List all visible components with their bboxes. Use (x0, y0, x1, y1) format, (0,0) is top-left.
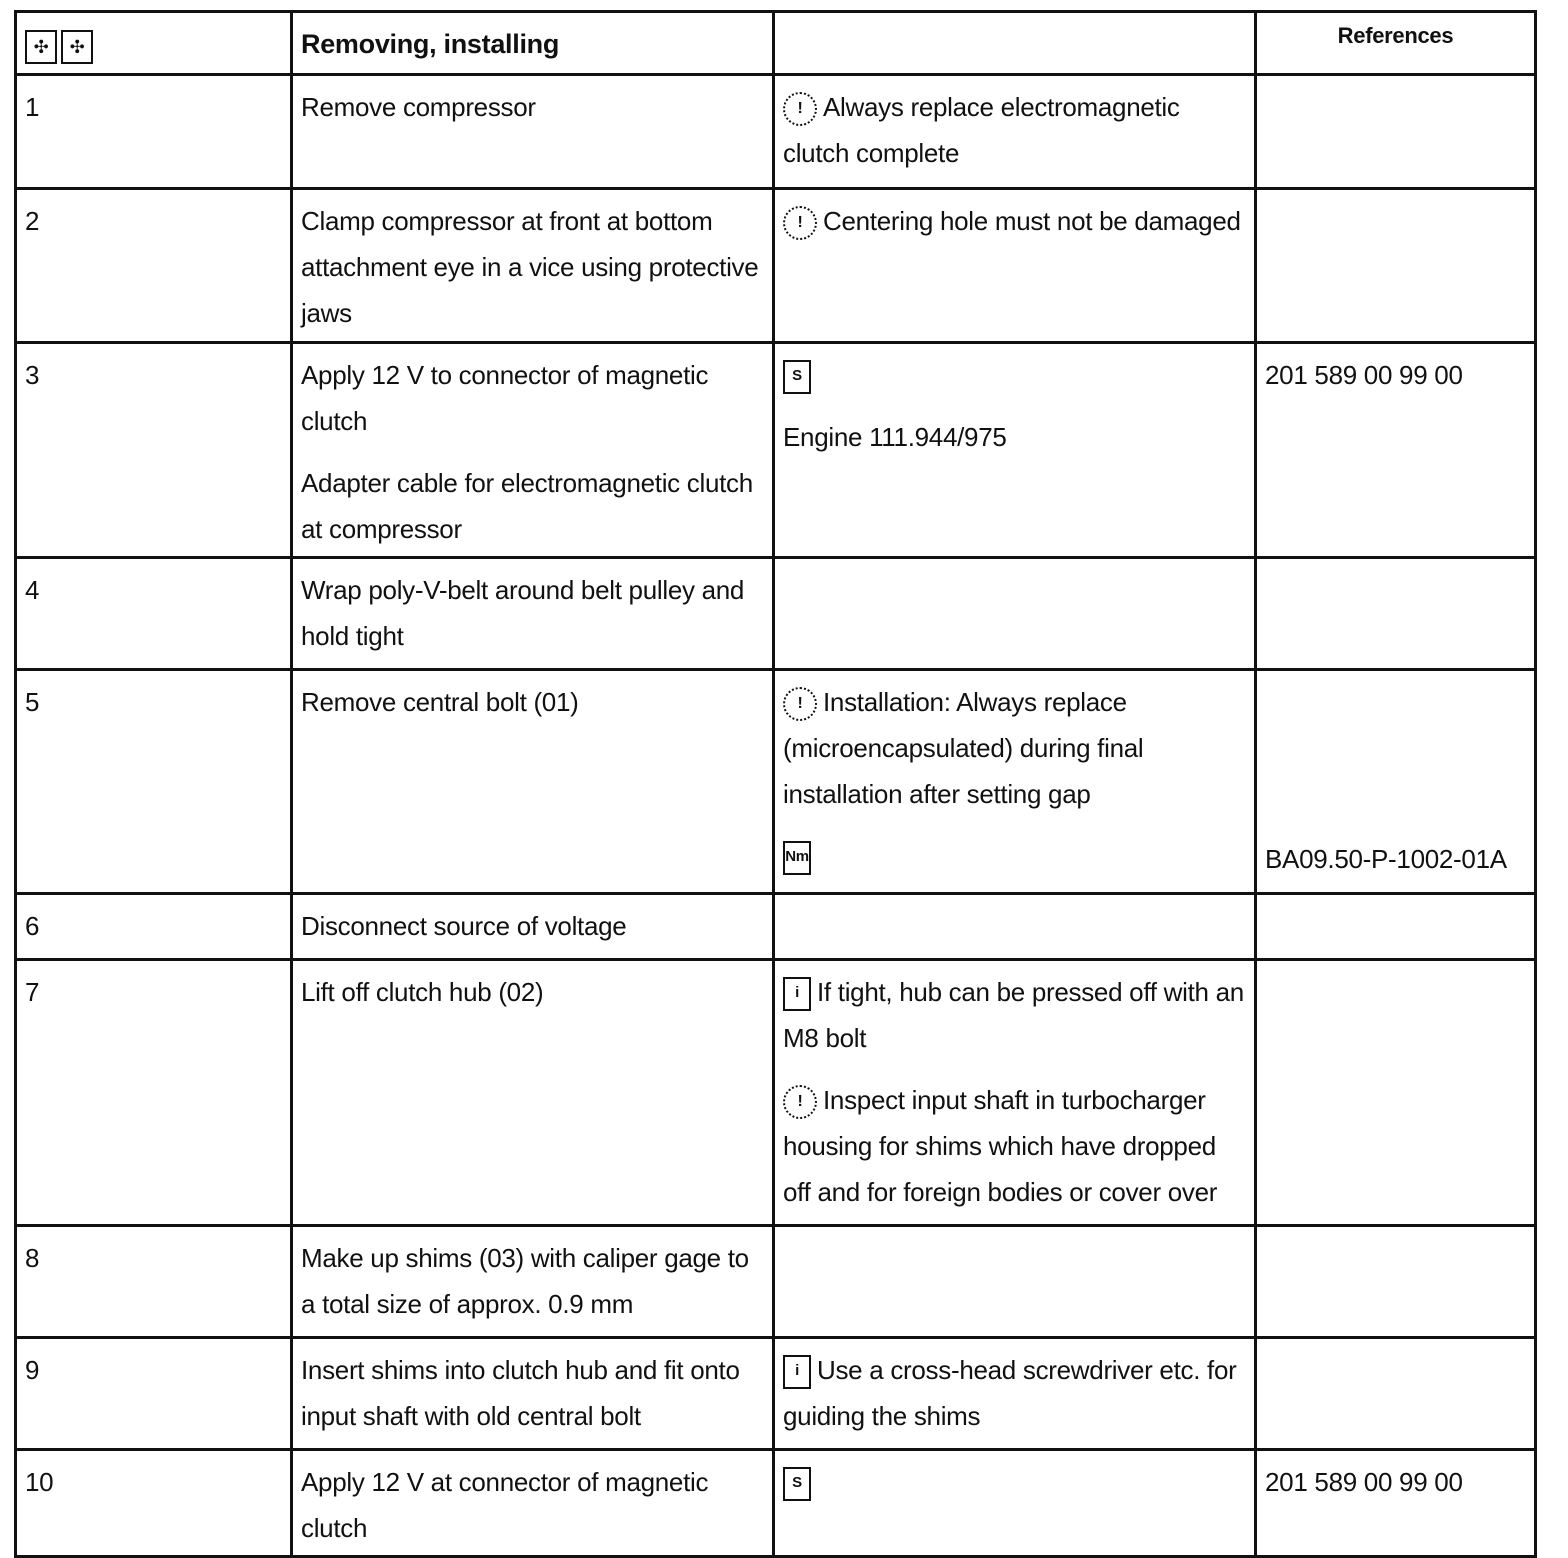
header-references: References (1256, 12, 1536, 75)
step-number: 8 (16, 1226, 292, 1338)
torque-icon: Nm (783, 841, 811, 875)
header-icons-cell (16, 12, 292, 75)
step-notes (774, 558, 1256, 670)
step-number: 6 (16, 894, 292, 960)
step-notes (774, 189, 1256, 343)
note-text: Installation: Always replace (microencapsulated) during final installation after setting gap (783, 687, 1144, 809)
step-action (292, 558, 774, 670)
step-number: 2 (16, 189, 292, 343)
header-notes-cell (774, 12, 1256, 75)
tool-icon: ✣ (61, 30, 93, 64)
action-text: Remove central bolt (01) (301, 687, 579, 717)
step-action (292, 670, 774, 894)
special-tool-icon: S (783, 360, 811, 394)
step-reference (1256, 558, 1536, 670)
step-notes (774, 1450, 1256, 1557)
action-text: Clamp compressor at front at bottom attachment eye in a vice using protective jaws (301, 206, 759, 328)
step-reference (1256, 960, 1536, 1226)
step-action (292, 960, 774, 1226)
header-row (16, 12, 1536, 75)
table-row (16, 189, 1536, 343)
step-reference: 201 589 00 99 00 (1256, 343, 1536, 558)
step-action (292, 189, 774, 343)
step-reference (1256, 75, 1536, 189)
step-notes (774, 1226, 1256, 1338)
reference-text: BA09.50-P-1002-01A (1265, 844, 1507, 874)
step-notes (774, 343, 1256, 558)
action-text: Disconnect source of voltage (301, 911, 627, 941)
action-text: Insert shims into clutch hub and fit onto input shaft with old central bolt (301, 1355, 740, 1431)
table-row (16, 894, 1536, 960)
step-number: 3 (16, 343, 292, 558)
step-notes (774, 894, 1256, 960)
info-icon: i (783, 977, 811, 1011)
table-row (16, 558, 1536, 670)
note-text: Inspect input shaft in turbocharger housing for shims which have dropped off and for foreign bodies or cover over (783, 1085, 1218, 1207)
table-row (16, 1450, 1536, 1557)
step-action (292, 1226, 774, 1338)
warning-icon: ! (783, 92, 817, 126)
action-text: Adapter cable for electromagnetic clutch at compressor (301, 468, 753, 544)
action-text: Lift off clutch hub (02) (301, 977, 544, 1007)
step-reference (1256, 189, 1536, 343)
step-number: 7 (16, 960, 292, 1226)
header-title: Removing, installing (292, 12, 774, 75)
step-reference (1256, 670, 1536, 894)
step-action (292, 1338, 774, 1450)
step-reference (1256, 1338, 1536, 1450)
procedure-table (14, 10, 1537, 1558)
note-text: Engine 111.944/975 (783, 422, 1007, 452)
note-text: If tight, hub can be pressed off with an M8 bolt (783, 977, 1244, 1053)
step-number: 4 (16, 558, 292, 670)
step-action (292, 343, 774, 558)
step-notes (774, 75, 1256, 189)
step-reference: 201 589 00 99 00 (1256, 1450, 1536, 1557)
info-icon: i (783, 1355, 811, 1389)
table-row (16, 1226, 1536, 1338)
step-number: 5 (16, 670, 292, 894)
step-action (292, 894, 774, 960)
action-text: Make up shims (03) with caliper gage to a total size of approx. 0.9 mm (301, 1243, 749, 1319)
warning-icon: ! (783, 687, 817, 721)
step-notes (774, 670, 1256, 894)
step-reference (1256, 894, 1536, 960)
step-notes (774, 960, 1256, 1226)
table-row (16, 75, 1536, 189)
step-number: 9 (16, 1338, 292, 1450)
step-number: 10 (16, 1450, 292, 1557)
action-text: Wrap poly-V-belt around belt pulley and hold tight (301, 575, 745, 651)
step-notes (774, 1338, 1256, 1450)
table-row (16, 1338, 1536, 1450)
table-row (16, 960, 1536, 1226)
note-text: Centering hole must not be damaged (823, 206, 1241, 236)
warning-icon: ! (783, 1085, 817, 1119)
action-text: Apply 12 V at connector of magnetic clutch (301, 1467, 709, 1543)
step-reference (1256, 1226, 1536, 1338)
note-text: Use a cross-head screwdriver etc. for guiding the shims (783, 1355, 1237, 1431)
table-row (16, 343, 1536, 558)
special-tool-icon: S (783, 1467, 811, 1501)
step-action (292, 75, 774, 189)
table-row (16, 670, 1536, 894)
warning-icon: ! (783, 206, 817, 240)
step-number: 1 (16, 75, 292, 189)
step-action (292, 1450, 774, 1557)
tool-icon: ✣ (25, 30, 57, 64)
note-text: Always replace electromagnetic clutch complete (783, 92, 1180, 168)
action-text: Apply 12 V to connector of magnetic clutch (301, 360, 709, 436)
action-text: Remove compressor (301, 92, 536, 122)
